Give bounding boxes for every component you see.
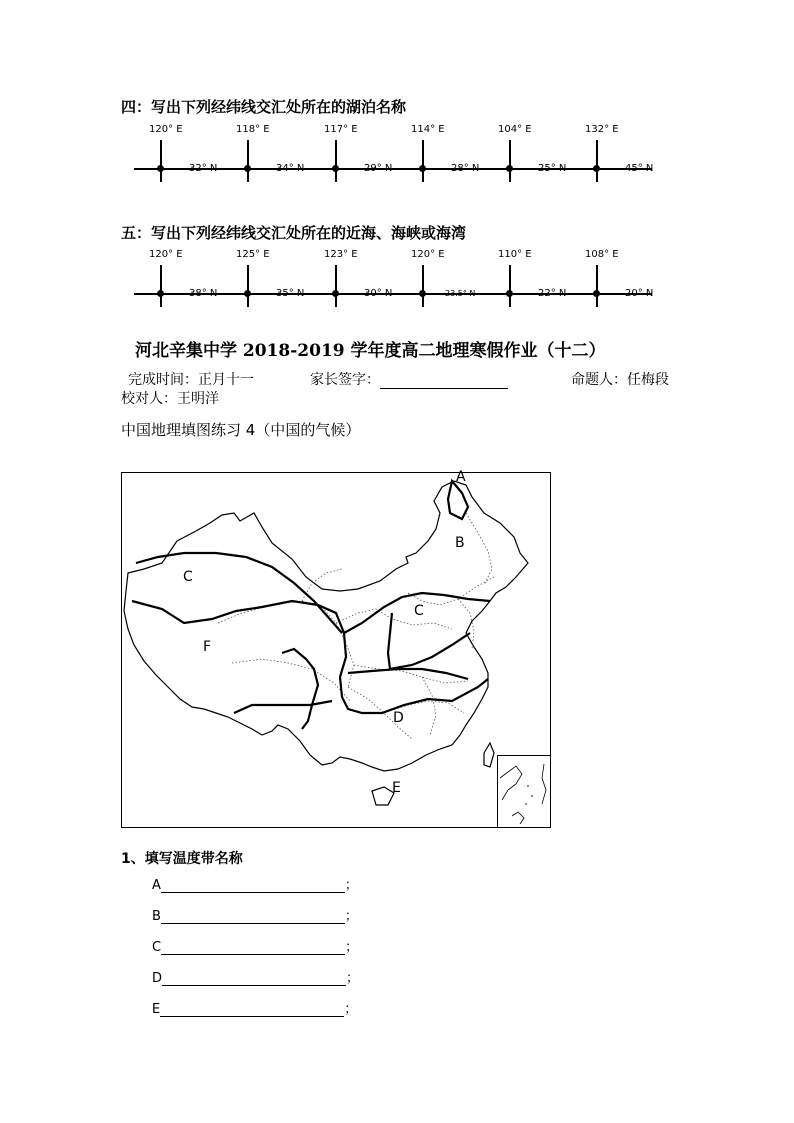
intersection-dot	[593, 165, 600, 172]
meridian-line	[509, 265, 511, 307]
answer-blank[interactable]	[161, 941, 345, 955]
meridian-line	[422, 265, 424, 307]
answer-row-b	[152, 905, 358, 924]
intersection-dot	[332, 290, 339, 297]
hainan-island	[372, 787, 394, 805]
country-border	[124, 481, 528, 771]
grid-point	[407, 124, 497, 184]
latitude-label: 45° N	[625, 163, 654, 174]
latitude-label: 35° N	[276, 288, 305, 299]
meridian-line	[422, 140, 424, 182]
latitude-label: 34° N	[276, 163, 305, 174]
intersection-dot	[506, 290, 513, 297]
map-label-c-west: C	[183, 569, 193, 585]
latitude-label: 22° N	[538, 288, 567, 299]
longitude-label: 108° E	[585, 249, 619, 260]
grid-point	[407, 249, 497, 309]
intersection-dot	[593, 290, 600, 297]
answer-blank[interactable]	[161, 910, 345, 924]
school-title: 河北辛集中学 2018-2019 学年度高二地理寒假作业（十二）	[135, 341, 606, 361]
author-label: 命题人：任梅段	[571, 372, 669, 388]
proofreader-label: 校对人：王明洋	[121, 391, 219, 407]
temperature-zone-boundaries	[132, 481, 490, 729]
longitude-label: 104° E	[498, 124, 532, 135]
answer-suffix: ；	[344, 909, 358, 924]
inset-svg	[498, 756, 550, 827]
intersection-dot	[157, 165, 164, 172]
latitude-label: 25° N	[538, 163, 567, 174]
taiwan-island	[484, 743, 494, 767]
answer-row-d	[152, 967, 359, 986]
longitude-label: 114° E	[411, 124, 445, 135]
map-label-d: D	[393, 710, 404, 726]
meridian-line	[596, 140, 598, 182]
intersection-dot	[419, 290, 426, 297]
meridian-line	[160, 265, 162, 307]
longitude-label: 123° E	[324, 249, 358, 260]
map-label-f: F	[203, 639, 212, 655]
answer-suffix: ；	[344, 878, 358, 893]
parent-signature	[310, 369, 508, 389]
answer-suffix: ；	[346, 971, 360, 986]
answer-row-e	[152, 998, 357, 1017]
meridian-line	[247, 265, 249, 307]
answer-letter: E	[152, 1002, 161, 1017]
grid-point	[232, 249, 322, 309]
map-label-e: E	[392, 780, 401, 796]
china-outline-svg	[122, 473, 550, 827]
time-label: 完成时间：正月十一	[128, 372, 254, 388]
meridian-line	[160, 140, 162, 182]
meridian-line	[335, 265, 337, 307]
inset-islands	[525, 785, 533, 805]
longitude-label: 120° E	[149, 124, 183, 135]
answer-suffix: ；	[344, 1002, 358, 1017]
south-china-sea-inset	[497, 755, 551, 828]
meridian-line	[596, 265, 598, 307]
signature-line[interactable]	[380, 374, 508, 389]
section5-title: 五：写出下列经纬线交汇处所在的近海、海峡或海湾	[121, 224, 467, 242]
grid-point	[145, 124, 235, 184]
longitude-label: 125° E	[236, 249, 270, 260]
latitude-label: 32° N	[189, 163, 218, 174]
longitude-label: 110° E	[498, 249, 532, 260]
latitude-label: 29° N	[364, 163, 393, 174]
answer-blank[interactable]	[161, 879, 345, 893]
grid-point	[494, 249, 584, 309]
answer-row-a	[152, 874, 358, 893]
answer-blank[interactable]	[162, 972, 346, 986]
latitude-label: 30° N	[364, 288, 393, 299]
grid-point	[581, 124, 671, 184]
section5-grid	[0, 249, 794, 309]
latitude-label: 38° N	[189, 288, 218, 299]
grid-point	[320, 249, 410, 309]
grid-point	[320, 124, 410, 184]
parent-label: 家长签字：	[310, 372, 380, 388]
intersection-dot	[506, 165, 513, 172]
grid-point	[232, 124, 322, 184]
intersection-dot	[157, 290, 164, 297]
meridian-line	[247, 140, 249, 182]
latitude-label: 20° N	[625, 288, 654, 299]
china-climate-map	[121, 469, 551, 828]
section4-grid	[0, 124, 794, 184]
section4-title: 四：写出下列经纬线交汇处所在的湖泊名称	[121, 98, 407, 116]
exercise-title: 中国地理填图练习 4（中国的气候）	[121, 421, 361, 439]
grid-point	[494, 124, 584, 184]
meridian-line	[335, 140, 337, 182]
meridian-line	[509, 140, 511, 182]
map-label-b: B	[455, 535, 465, 551]
longitude-label: 120° E	[149, 249, 183, 260]
answer-letter: B	[152, 909, 161, 924]
answer-letter: C	[152, 940, 162, 955]
intersection-dot	[332, 165, 339, 172]
grid-point	[145, 249, 235, 309]
longitude-label: 120° E	[411, 249, 445, 260]
intersection-dot	[244, 290, 251, 297]
map-label-a: A	[456, 469, 466, 485]
longitude-label: 118° E	[236, 124, 270, 135]
map-label-c-east: C	[414, 603, 424, 619]
answer-row-c	[152, 936, 358, 955]
longitude-label: 132° E	[585, 124, 619, 135]
intersection-dot	[419, 165, 426, 172]
question1-title: 1、填写温度带名称	[121, 851, 243, 867]
answer-blank[interactable]	[160, 1003, 344, 1017]
intersection-dot	[244, 165, 251, 172]
latitude-label: 28° N	[451, 163, 480, 174]
answer-suffix: ；	[345, 940, 359, 955]
longitude-label: 117° E	[324, 124, 358, 135]
grid-point	[581, 249, 671, 309]
latitude-label: 23.5° N	[445, 289, 476, 298]
answer-letter: D	[152, 971, 163, 986]
answer-letter: A	[152, 878, 161, 893]
